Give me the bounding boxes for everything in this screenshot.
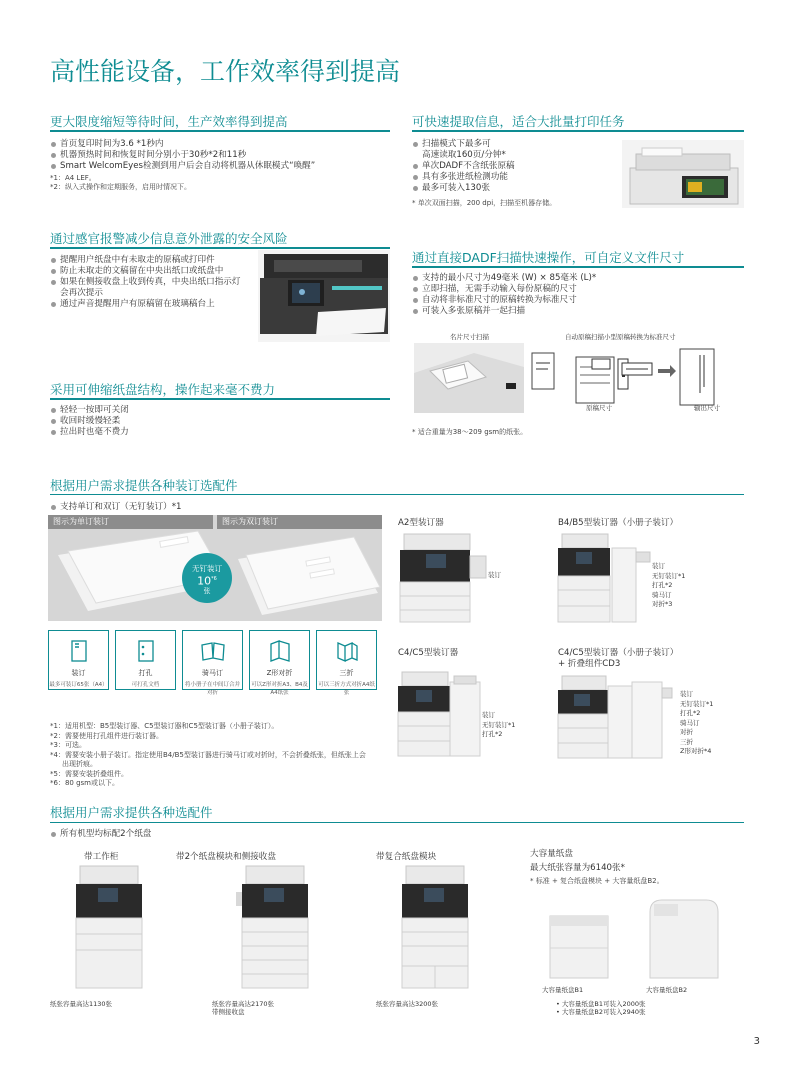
bullet-item: 可装入多张原稿并一起扫描 — [412, 306, 596, 317]
scanner-photo — [622, 140, 744, 208]
bullet-item: 支持单订和双订（无钉装订）*1 — [50, 502, 181, 513]
bullet-item: 支持的最小尺寸为49毫米 (W) × 85毫米 (L)* — [412, 273, 596, 284]
waiting-time-bullets — [50, 139, 315, 172]
section-rule — [412, 130, 744, 132]
callout: 打孔*2 — [652, 581, 673, 589]
feature-name: 三折 — [339, 669, 354, 677]
footnote: * 单次双面扫描，200 dpi，扫描至机器存储。 — [412, 199, 557, 207]
option-caption: 纸张容量高达3200张 — [376, 1000, 439, 1008]
punch-icon — [133, 638, 159, 664]
feature-name: Z形对折 — [266, 669, 293, 677]
callout: 装订 — [652, 562, 665, 570]
page-number: 3 — [753, 1036, 760, 1047]
feature-card-saddle — [182, 630, 243, 696]
feature-card-staple — [48, 630, 109, 690]
section-rule — [50, 398, 390, 400]
c4c5-booklet-title-line2: + 折叠组件CD3 — [558, 659, 621, 669]
callout: 装订 — [488, 571, 501, 579]
b4b5-finisher-title: B4/B5型装订器（小册子装订） — [558, 518, 679, 528]
photo-label-single: 图示为单订装订 — [48, 515, 213, 529]
tray-bullets — [50, 405, 129, 438]
badge-unit: 张 — [203, 586, 211, 595]
b4b5-callouts — [652, 562, 685, 610]
section-title-waiting-time: 更大限度缩短等待时间，生产效率得到提高 — [50, 114, 288, 129]
feature-name: 打孔 — [138, 669, 153, 677]
hcf-caption-b1: • 大容量纸盘B1可装入2000张 — [556, 1000, 646, 1008]
c4c5-finisher-title: C4/C5型装订器 — [398, 648, 459, 658]
security-bullets — [50, 255, 240, 310]
bullet-item-continued: 会再次提示 — [60, 288, 103, 298]
section-title-options: 根据用户需求提供各种选配件 — [50, 805, 213, 820]
c4c5-finisher-copier-image — [396, 662, 486, 760]
bullet-item: 单次DADF不含纸张原稿 — [412, 161, 515, 172]
badge-sup: *6 — [211, 576, 217, 582]
footnote-continued: 出现折痕。 — [62, 760, 97, 768]
dadf-bullets — [412, 273, 596, 317]
bullet-item: 防止未取走的文稿留在中央出纸口或纸盘中 — [50, 266, 240, 277]
option-caption: 纸张容量高达2170张 — [212, 1000, 275, 1008]
feature-name: 装订 — [71, 669, 86, 677]
footnote: * 适合重量为38～209 gsm的纸张。 — [412, 428, 528, 436]
callout: Z形对折*4 — [680, 747, 712, 755]
b4b5-finisher-copier-image — [556, 530, 656, 626]
feature-desc: 将小册子在中间订合并对折 — [184, 682, 240, 696]
a2-finisher-copier-image — [396, 530, 491, 626]
hcf-title: 大容量纸盘 — [530, 849, 573, 859]
option-caption: 纸张容量高达1130张 — [50, 1000, 113, 1008]
hcf-b2-label: 大容量纸盘B2 — [646, 986, 688, 994]
section-title-fast-scan: 可快速提取信息，适合大批量打印任务 — [412, 114, 625, 129]
caption-card-scan: 名片尺寸扫描 — [450, 333, 489, 341]
section-title-dadf: 通过直接DADF扫描快速操作，可自定义文件尺寸 — [412, 250, 685, 265]
section-rule — [50, 822, 744, 823]
bullet-item: 机器预热时间和恢复时间分别小于30秒*2和11秒 — [50, 150, 315, 161]
cabinet-copier-image — [74, 862, 146, 992]
callout: 装订 — [482, 711, 495, 719]
tag-output-size: 输出尺寸 — [694, 404, 720, 412]
badge-title: 无钉装订 — [192, 564, 222, 573]
page-title: 高性能设备，工作效率得到提高 — [50, 57, 401, 86]
callout: 骑马订 — [680, 718, 700, 727]
bullet-item: 收回时缓慢轻柔 — [50, 416, 129, 427]
booklet-icon — [200, 638, 226, 664]
hcf-b1-image — [548, 912, 612, 982]
bullet-item: 提醒用户纸盘中有未取走的原稿或打印件 — [50, 255, 240, 266]
two-tray-copier-image — [236, 862, 316, 992]
bullet-item: 最多可装入130张 — [412, 183, 515, 194]
hcf-b1-label: 大容量纸盘B1 — [542, 986, 584, 994]
hcf-b2-image — [644, 894, 724, 982]
section-title-finishers: 根据用户需求提供各种装订选配件 — [50, 478, 238, 493]
bullet-item: 自动将非标准尺寸的原稿转换为标准尺寸 — [412, 295, 596, 306]
feature-desc: 最多可装订65张（A4） — [49, 682, 108, 688]
finisher-notes — [50, 722, 366, 789]
callout: 三折 — [680, 737, 693, 746]
callout: 打孔*2 — [482, 730, 503, 738]
feature-desc: 可以三折方式对折A4纸张 — [318, 682, 375, 696]
output-tray-photo — [258, 250, 390, 342]
section-rule — [50, 247, 390, 249]
option-caption-2: 带侧接收盘 — [212, 1008, 245, 1016]
footnote: *4：需要安装小册子装订。指定使用B4/B5型装订器进行骑马订或对折时，不会折叠纸张，但纸张上会 — [50, 750, 366, 759]
bullet-item: 通过声音提醒用户有原稿留在玻璃稿台上 — [50, 299, 240, 310]
badge-count: 10 — [197, 574, 212, 588]
hcf-caption-b2: • 大容量纸盘B2可装入2940张 — [556, 1008, 646, 1016]
photo-label-double: 图示为双订装订 — [217, 515, 382, 529]
staple-free-badge — [182, 553, 232, 603]
finisher-bullet — [50, 502, 181, 513]
bullet-item: 如果在侧接收盘上收到传真，中央出纸口指示灯 — [50, 277, 240, 288]
feature-card-punch — [115, 630, 176, 690]
section-rule — [412, 266, 744, 268]
footnote: *2：需要使用打孔组件进行装订器。 — [50, 731, 163, 740]
section-title-security: 通过感官报警减少信息意外泄露的安全风险 — [50, 231, 288, 246]
z-fold-icon — [267, 638, 293, 664]
feature-card-zfold — [249, 630, 310, 696]
section-rule — [50, 494, 744, 495]
section-title-tray: 采用可伸缩纸盘结构，操作起来毫不费力 — [50, 382, 276, 397]
c4c5-callouts — [482, 711, 515, 740]
feature-desc: 可打孔文档 — [131, 682, 160, 688]
bullet-item: 立即扫描，无需手动输入每份原稿的尺寸 — [412, 284, 596, 295]
tri-fold-icon — [334, 638, 360, 664]
callout: 装订 — [680, 690, 693, 698]
bullet-item-continued: 高速读取160页/分钟* — [422, 150, 506, 160]
feature-card-trifold — [316, 630, 377, 696]
options-bullet — [50, 829, 151, 840]
tag-original-size: 原稿尺寸 — [586, 404, 612, 412]
caption-auto-size: 自动原稿扫描小型原稿转换为标准尺寸 — [565, 333, 676, 341]
bullet-item: 拉出时也毫不费力 — [50, 427, 129, 438]
feeder-photo — [414, 343, 524, 413]
option-title-tandem: 带复合纸盘模块 — [376, 852, 437, 862]
callout: 打孔*2 — [680, 709, 701, 717]
callout: 无钉装订*1 — [680, 699, 714, 708]
callout: 对折*3 — [652, 600, 673, 608]
c4c5-booklet-callouts — [680, 690, 713, 757]
c4c5-booklet-copier-image — [556, 672, 676, 762]
fast-scan-bullets — [412, 139, 515, 194]
footnote: *1：适用机型：B5型装订器、C5型装订器和C5型装订器（小册子装订）。 — [50, 722, 279, 730]
callout: 无钉装订*1 — [482, 720, 516, 729]
section-rule — [50, 130, 390, 132]
staple-sample-photo — [48, 515, 382, 621]
auto-size-diagram — [530, 343, 744, 413]
hcf-note: * 标准 + 复合纸盘模块 + 大容量纸盘B2。 — [530, 877, 664, 885]
option-title-two-tray: 带2个纸盘模块和侧接收盘 — [176, 852, 276, 862]
callout: 无钉装订*1 — [652, 571, 686, 580]
footnote: *1：A4 LEF。 — [50, 174, 96, 182]
footnote: *3：可选。 — [50, 741, 86, 749]
footnote: *6：80 gsm或以下。 — [50, 779, 119, 787]
bullet-item: 具有多张进纸检测功能 — [412, 172, 515, 183]
bullet-item: Smart WelcomEyes检测到用户后会自动将机器从休眠模式“唤醒” — [50, 161, 315, 172]
callout: 骑马订 — [652, 590, 672, 599]
feature-name: 骑马订 — [202, 669, 223, 677]
footnote: *2：纵入式操作和定期服务，启用时情况下。 — [50, 183, 191, 191]
callout: 对折 — [680, 728, 693, 736]
c4c5-booklet-title: C4/C5型装订器（小册子装订） — [558, 648, 679, 658]
bullet-item: 首页复印时间为3.6 *1秒内 — [50, 139, 315, 150]
bullet-item: 轻轻一按即可关闭 — [50, 405, 129, 416]
footnote: *5：需要安装折叠组件。 — [50, 769, 128, 778]
a2-finisher-title: A2型装订器 — [398, 518, 444, 528]
option-title-cabinet: 带工作柜 — [84, 852, 119, 862]
staple-icon — [66, 638, 92, 664]
bullet-item: 扫描模式下最多可 — [412, 139, 515, 150]
bullet-item: 所有机型均标配2个纸盘 — [50, 829, 151, 840]
tandem-copier-image — [400, 862, 472, 992]
hcf-capacity: 最大纸张容量为6140张* — [530, 863, 625, 873]
feature-desc: 可以Z形对折A3、B4及A4纸张 — [251, 682, 308, 696]
